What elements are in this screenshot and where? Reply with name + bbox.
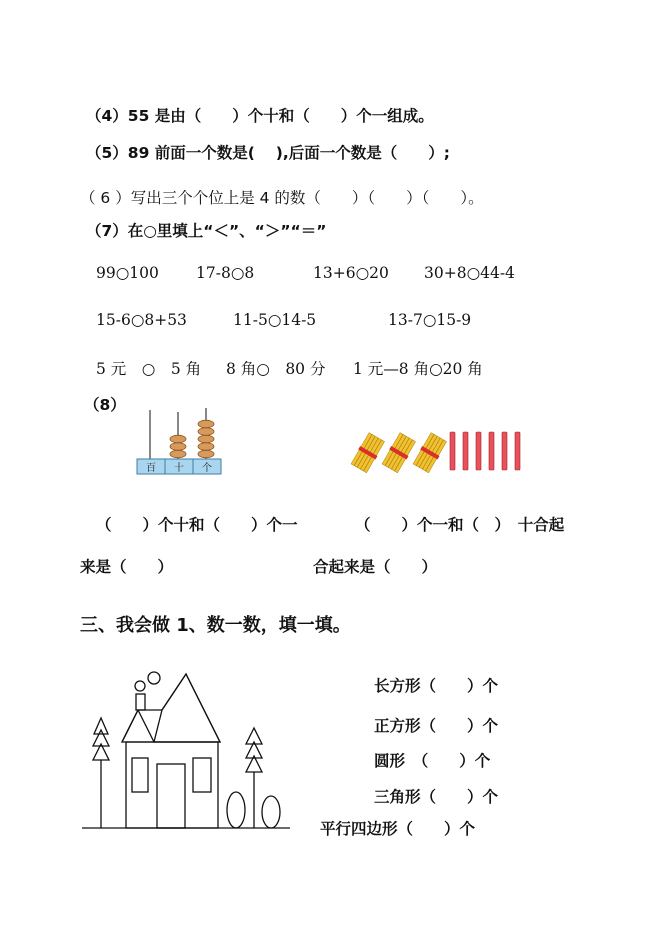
loose-stick — [502, 432, 507, 470]
loose-stick — [476, 432, 481, 470]
question-5: （5）89 前面一个数是( ),后面一个数是（ ）; — [86, 144, 450, 162]
shape-count-rectangle: 长方形（ ）个 — [374, 677, 499, 695]
question-8: （8） — [84, 396, 126, 414]
fill-total-2: 合起来是（ ） — [313, 558, 438, 576]
abacus-figure — [130, 400, 230, 480]
question-6: （ 6 ）写出三个个位上是 4 的数（ ）（ ）（ ）。 — [80, 189, 484, 207]
compare-item: 99○100 — [96, 264, 159, 282]
compare-item: 8 角○ 80 分 — [226, 360, 326, 378]
stick-bundle — [350, 432, 385, 473]
compare-item: 30+8○44-4 — [424, 264, 515, 282]
compare-item: 13-7○15-9 — [388, 311, 472, 329]
compare-item: 15-6○8+53 — [96, 311, 187, 329]
abacus-bead — [170, 443, 186, 451]
fill-tens-ones: （ ）个十和（ ）个一 — [96, 516, 298, 534]
stick-bundle — [381, 432, 416, 473]
abacus-bead — [170, 435, 186, 443]
loose-stick — [463, 432, 468, 470]
abacus-bead — [198, 443, 214, 451]
ones-beads — [198, 420, 214, 458]
compare-item: 11-5○14-5 — [233, 311, 317, 329]
abacus-label-tens: 十 — [174, 463, 184, 474]
shape-count-circle: 圆形 （ ）个 — [374, 752, 491, 770]
abacus-bead — [198, 450, 214, 458]
shape-count-square: 正方形（ ）个 — [374, 717, 499, 735]
abacus-bead — [170, 450, 186, 458]
loose-stick — [489, 432, 494, 470]
stick-bundle — [412, 432, 447, 473]
fill-ones-tens: （ ）个一和（ ） 十合起 — [355, 516, 565, 534]
shape-count-triangle: 三角形（ ）个 — [374, 788, 499, 806]
tens-beads — [170, 435, 186, 458]
compare-item: 17-8○8 — [196, 264, 255, 282]
fill-total-1: 来是（ ） — [80, 558, 174, 576]
sticks-figure — [350, 428, 540, 478]
house-drawing — [80, 660, 295, 840]
question-4: （4）55 是由（ ）个十和（ ）个一组成。 — [86, 107, 434, 125]
shape-count-parallelogram: 平行四边形（ ）个 — [320, 820, 476, 838]
abacus-bead — [198, 420, 214, 428]
section-3-title: 三、我会做 1、数一数，填一填。 — [80, 615, 351, 636]
compare-item: 13+6○20 — [313, 264, 389, 282]
compare-item: 1 元—8 角○20 角 — [353, 360, 483, 378]
loose-stick — [450, 432, 455, 470]
abacus-label-hundreds: 百 — [146, 463, 156, 474]
abacus-label-ones: 个 — [202, 463, 212, 474]
loose-stick — [515, 432, 520, 470]
compare-item: 5 元 ○ 5 角 — [96, 360, 202, 378]
question-7: （7）在○里填上“＜”、“＞”“＝” — [86, 222, 327, 240]
abacus-bead — [198, 428, 214, 436]
abacus-bead — [198, 435, 214, 443]
